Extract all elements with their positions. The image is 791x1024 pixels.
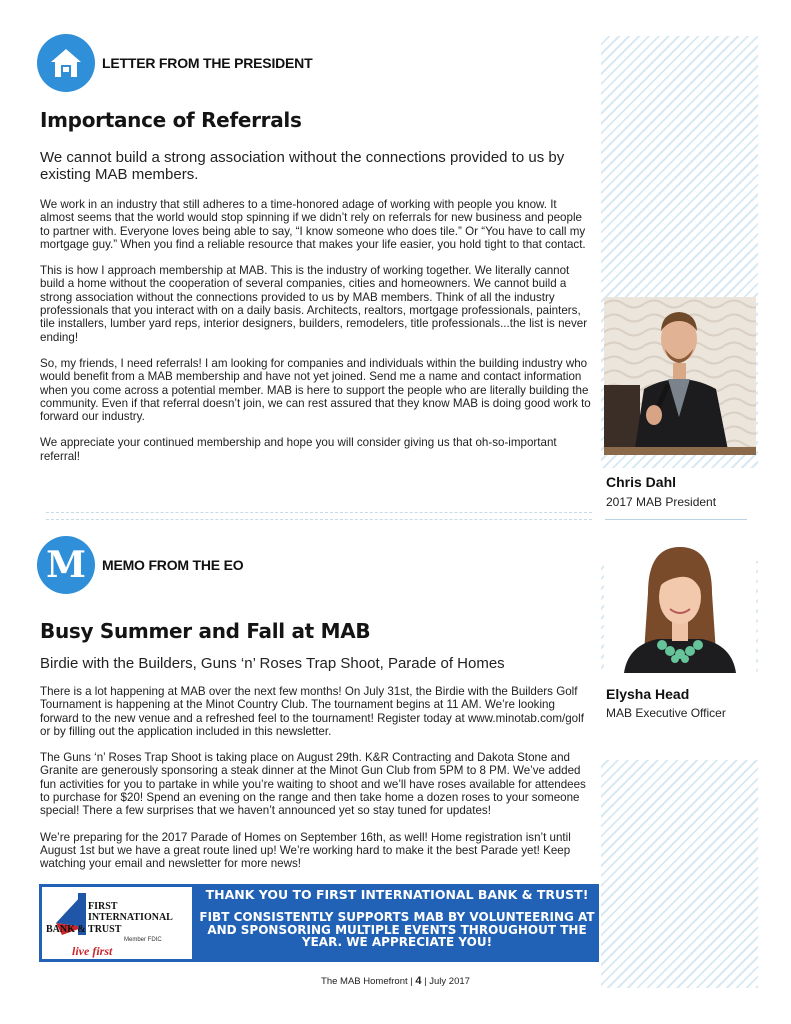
letter-paragraph: We appreciate your continued membership and hope you will consider giving us that oh-so-important referral! [40, 436, 557, 463]
house-icon [37, 34, 95, 92]
president-name: Chris Dahl [606, 474, 677, 490]
sidebar-stripes [601, 36, 758, 988]
eo-role: MAB Executive Officer [606, 706, 726, 720]
caption-divider [605, 519, 747, 520]
footer-publication: The MAB Homefront [321, 976, 408, 987]
letter-paragraph: This is how I approach membership at MAB. This is the industry of working together. We literally cannot build a home without the cooperation of several companies, cities and homeowners. We cannot build a strong association without the connections provided to us by MAB members. Think of all the industry professionals that you interact with on a daily basis. Architects, realtors, mortgage professionals, painters, tile installers, lumber yard reps, interior designers, builders, remodelers, title professionals...the list is never ending! [40, 264, 588, 344]
svg-text:BANK & TRUST: BANK & TRUST [46, 924, 122, 935]
letter-paragraph: So, my friends, I need referrals! I am looking for companies and individuals within the building industry who would benefit from a MAB membership and have not yet joined. Send me a name and contact information when you come across a potential member. MAB is here to support the people who are literally building the community. Even if that referral doesn’t join, we can rest assured that they know MAB is doing good work to forward our industry. [40, 356, 591, 424]
memo-title: Busy Summer and Fall at MAB [40, 619, 371, 643]
bank-logo [42, 887, 192, 959]
eo-name: Elysha Head [606, 686, 690, 702]
svg-text:FIRST: FIRST [88, 901, 118, 912]
bank-logo-graphic [42, 887, 192, 959]
footer-separator: | [424, 976, 430, 987]
letter-title: Importance of Referrals [40, 108, 302, 132]
svg-text:Member FDIC: Member FDIC [124, 937, 162, 943]
footer-separator: | [410, 976, 416, 987]
memo-paragraph: The Guns ‘n’ Roses Trap Shoot is taking place on August 29th. K&R Contracting and Dakota Stone and Granite are generously sponsoring a steak dinner at the Minot Gun Club from 5PM to 8 PM. We’ve added fun activities for you to partake in while you’re waiting to shoot and we’ll have roses available for attendees to purchase for $20! Spend an evening on the range and then take home a dozen roses to your someone special! There a few surprises that we haven’t announced yet so stay tuned for updates! [40, 751, 586, 818]
section-divider [46, 512, 592, 520]
memo-section-label: MEMO FROM THE EO [102, 557, 244, 573]
banner-body: FIBT CONSISTENTLY SUPPORTS MAB BY VOLUNTEERING AT AND SPONSORING MULTIPLE EVENTS THROUGHOUT THE YEAR. WE APPRECIATE YOU! [199, 910, 595, 949]
svg-text:live first: live first [72, 944, 113, 958]
memo-icon-letter: M [46, 544, 86, 586]
footer-issue: July 2017 [429, 976, 470, 987]
president-photo [604, 297, 756, 455]
footer-page-number: 4 [415, 975, 422, 987]
president-role: 2017 MAB President [606, 495, 717, 509]
letter-section-header [37, 34, 312, 92]
letter-body [40, 198, 592, 476]
letter-lede: We cannot build a strong association without the connections provided to us by existing MAB members. [40, 149, 565, 183]
eo-photo [604, 541, 756, 673]
memo-lede: Birdie with the Builders, Guns ‘n’ Roses Trap Shoot, Parade of Homes [40, 655, 505, 672]
memo-section-header [37, 536, 243, 594]
svg-text:INTERNATIONAL: INTERNATIONAL [88, 912, 173, 923]
letter-paragraph: We work in an industry that still adheres to a time-honored adage of working with people you know. It almost seems that the world would stop spinning if we didn’t rely on referrals for new business and people to partner with. Everyone loves being able to say, “I know someone who does tile.” Or “You have to call my mortgage guy.” When you find a reliable resource that makes your life easier, you hold tight to that contact. [40, 198, 586, 251]
memo-paragraph: There is a lot happening at MAB over the next few months! On July 31st, the Birdie with the Builders Golf Tournament is happening at the Minot Country Club. The tournament begins at 11 AM. We’re looking forward to the new venue and a refreshed feel to the tournament! Register today at www.minotab.com/golf or by filling out the application included in this newsletter. [40, 685, 584, 738]
sponsor-banner [39, 884, 599, 962]
banner-title: THANK YOU TO FIRST INTERNATIONAL BANK & TRUST! [205, 887, 589, 902]
m-letter-icon [37, 536, 95, 594]
memo-body [40, 685, 592, 884]
memo-paragraph: We’re preparing for the 2017 Parade of Homes on September 16th, as well! Home registration isn’t until August 1st but we have a great route lined up! We’re working hard to make it the best Parade yet! Keep watching your email and newsletter for more news! [40, 830, 571, 871]
page-footer [0, 975, 791, 987]
letter-section-label: LETTER FROM THE PRESIDENT [102, 55, 313, 71]
